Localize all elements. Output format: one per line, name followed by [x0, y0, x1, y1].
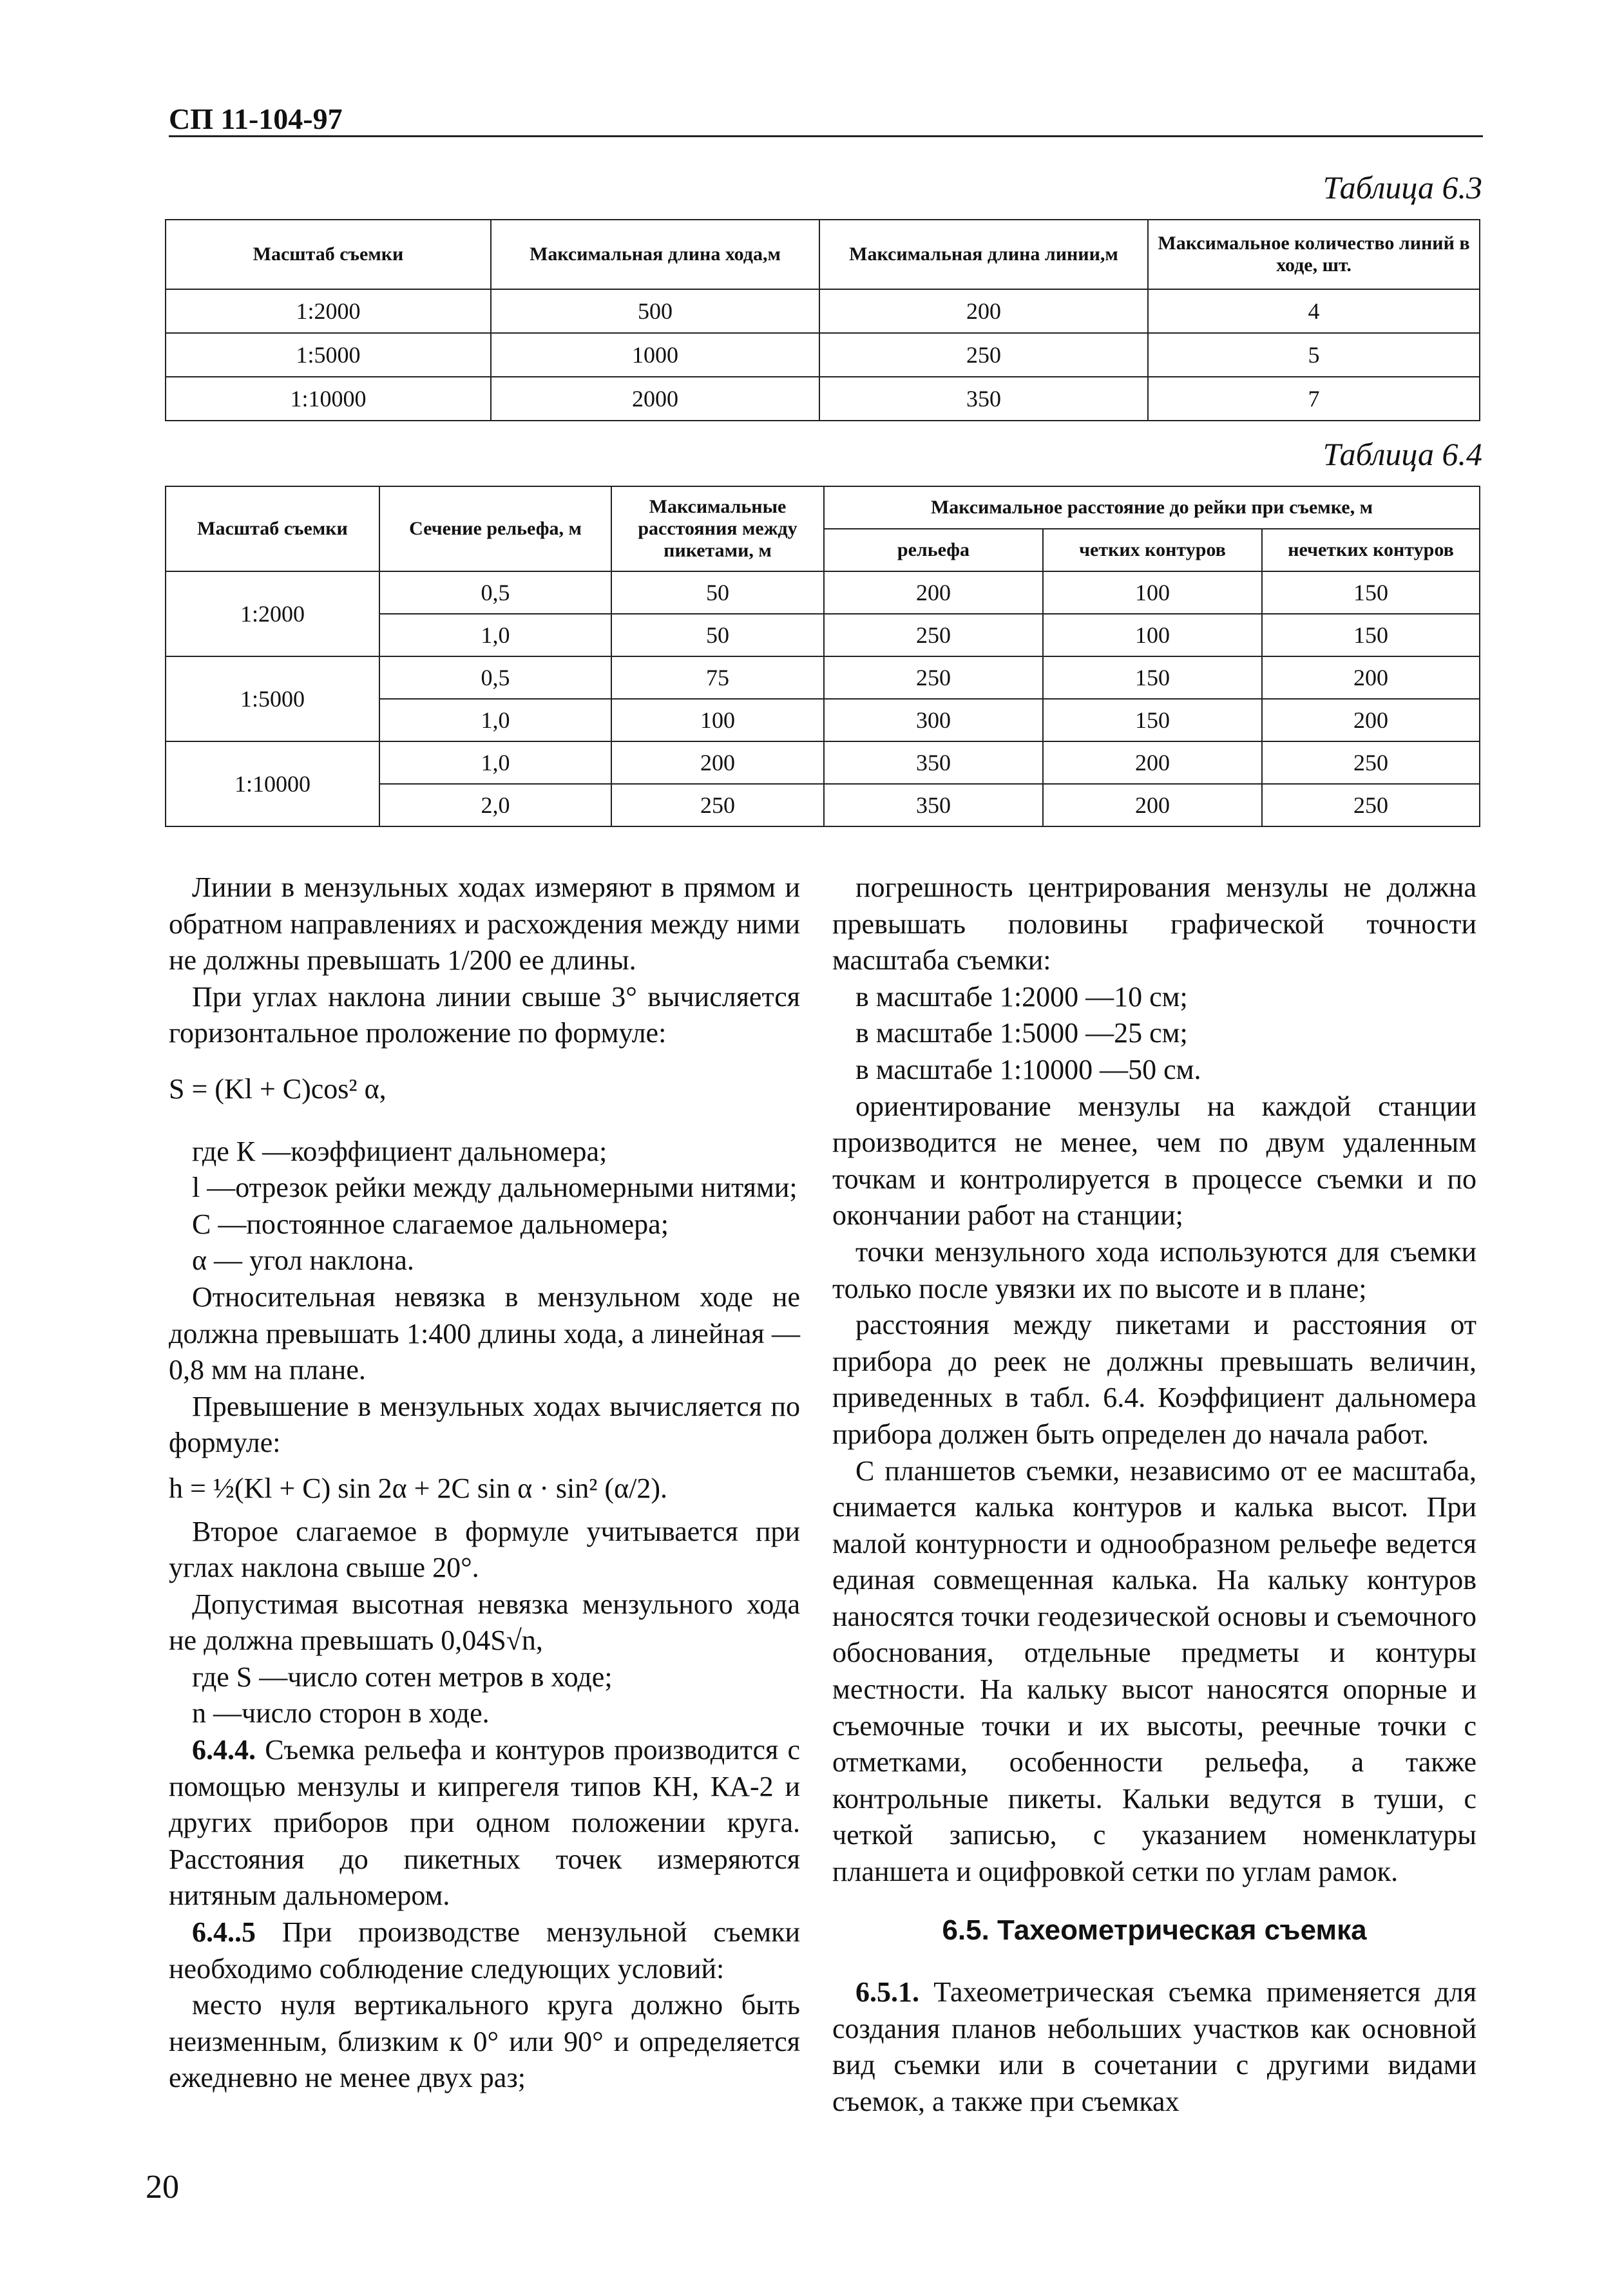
paragraph: ориентирование мензулы на каждой станции производится не менее, чем по двум удаленным точкам и контролируется в процессе съемки и по окончании работ на станции;	[832, 1090, 1476, 1232]
paragraph: α — угол наклона.	[192, 1244, 414, 1277]
table-cell: 50	[611, 614, 824, 656]
paragraph: расстояния между пикетами и расстояния от прибора до реек не должны превышать величин, приведенных в табл. 6.4. Коэффициент дальномера прибора должен быть определен до начала работ.	[832, 1309, 1476, 1450]
page-number: 20	[146, 2169, 179, 2206]
table-header-cell: Масштаб съемки	[166, 486, 379, 571]
paragraph: где S —число сотен метров в ходе;	[192, 1661, 613, 1693]
paragraph: погрешность центрирования мензулы не должна превышать половины графической точности масштаба съемки:	[832, 872, 1476, 977]
table-cell: 2000	[491, 377, 819, 421]
table-cell: 200	[1043, 784, 1262, 826]
table-cell: 75	[611, 656, 824, 699]
table-cell: 200	[819, 289, 1148, 333]
table-cell: 150	[1262, 614, 1480, 656]
table-header-cell: Максимальные расстояния между пикетами, м	[611, 486, 824, 571]
table-cell: 1,0	[379, 614, 611, 656]
table-cell: 200	[611, 741, 824, 784]
table-cell: 1000	[491, 333, 819, 377]
table-cell: 300	[824, 699, 1043, 741]
paragraph: n —число сторон в ходе.	[192, 1697, 490, 1729]
right-text-column	[832, 870, 1476, 2120]
table-cell: 1:5000	[166, 656, 379, 741]
paragraph: l —отрезок рейки между дальномерными нитями;	[192, 1172, 798, 1204]
table-cell: 100	[611, 699, 824, 741]
table-cell: 0,5	[379, 656, 611, 699]
table-6-4-caption: Таблица 6.4	[1323, 436, 1482, 472]
table-cell: 250	[819, 333, 1148, 377]
paragraph: в масштабе 1:5000 —25 см;	[855, 1017, 1188, 1049]
table-header-cell: Максимальное количество линий в ходе, шт.	[1148, 220, 1480, 289]
left-text-column	[169, 870, 800, 2097]
table-cell: 250	[1262, 784, 1480, 826]
table-cell: 350	[819, 377, 1148, 421]
table-header-cell: четких контуров	[1043, 529, 1262, 571]
paragraph: в масштабе 1:10000 —50 см.	[855, 1053, 1201, 1085]
table-row	[166, 289, 1480, 333]
clause-number: 6.5.1.	[855, 1976, 919, 2008]
clause-text: При производстве мензульной съемки необходимо соблюдение следующих условий:	[169, 1916, 800, 1985]
paragraph: С планшетов съемки, независимо от ее масштаба, снимается калька контуров и калька высот. При малой контурности и однообразном рельефе ведется единая совмещенная калька. На кальку контуров наносятся точки геодезической основы и съемочного обоснования, отдельные предметы и контуры местности. На кальку высот наносятся опорные и съемочные точки и их высоты, реечные точки с отметками, особенности рельефа, а также контрольные пикеты. Кальки ведутся в туши, с четкой записью, с указанием номенклатуры планшета и оцифровкой сетки по углам рамок.	[832, 1454, 1476, 1888]
table-header-row	[166, 220, 1480, 289]
paragraph: Второе слагаемое в формуле учитывается при углах наклона свыше 20°.	[169, 1515, 800, 1584]
table-row	[166, 656, 1480, 699]
table-cell: 1:5000	[166, 333, 491, 377]
paragraph: Относительная невязка в мензульном ходе не должна превышать 1:400 длины хода, а линейная —0,8 мм на плане.	[169, 1281, 800, 1386]
paragraph: в масштабе 1:2000 —10 см;	[855, 980, 1188, 1013]
table-row	[166, 741, 1480, 784]
table-cell: 200	[1262, 699, 1480, 741]
table-cell: 350	[824, 741, 1043, 784]
table-cell: 350	[824, 784, 1043, 826]
table-cell: 7	[1148, 377, 1480, 421]
table-cell: 500	[491, 289, 819, 333]
paragraph: Превышение в мензульных ходах вычисляется по формуле:	[169, 1390, 800, 1459]
table-6-3-caption: Таблица 6.3	[1323, 169, 1482, 205]
table-6-3	[165, 219, 1480, 421]
paragraph: С —постоянное слагаемое дальномера;	[192, 1208, 669, 1240]
table-cell: 1:2000	[166, 289, 491, 333]
paragraph	[832, 1974, 1476, 2120]
table-cell: 200	[824, 571, 1043, 614]
table-cell: 100	[1043, 614, 1262, 656]
paragraph: место нуля вертикального круга должно быть неизменным, близким к 0° или 90° и определяется ежедневно не менее двух раз;	[169, 1989, 800, 2094]
table-cell: 50	[611, 571, 824, 614]
table-cell: 150	[1262, 571, 1480, 614]
table-row	[166, 333, 1480, 377]
table-header-cell: нечетких контуров	[1262, 529, 1480, 571]
formula-horizontal: S = (Kl + C)cos² α,	[169, 1072, 387, 1105]
table-cell: 1:10000	[166, 741, 379, 826]
table-cell: 250	[824, 614, 1043, 656]
table-header-cell: Масштаб съемки	[166, 220, 491, 289]
table-row	[166, 377, 1480, 421]
paragraph: точки мензульного хода используются для съемки только после увязки их по высоте и в плане;	[832, 1235, 1476, 1304]
table-cell: 200	[1262, 656, 1480, 699]
paragraph: Допустимая высотная невязка мензульного хода не должна превышать 0,04S√n,	[169, 1588, 800, 1657]
table-cell: 0,5	[379, 571, 611, 614]
table-cell: 150	[1043, 656, 1262, 699]
table-cell: 1:2000	[166, 571, 379, 656]
header-rule	[169, 135, 1483, 137]
paragraph: где К —коэффициент дальномера;	[192, 1135, 607, 1167]
table-header-cell: Максимальное расстояние до рейки при съемке, м	[824, 486, 1480, 529]
formula-elevation: h = ½(Kl + C) sin 2α + 2C sin α · sin² (α/2).	[169, 1472, 668, 1504]
table-cell: 1:10000	[166, 377, 491, 421]
table-cell: 250	[1262, 741, 1480, 784]
table-header-cell: Сечение рельефа, м	[379, 486, 611, 571]
table-cell: 150	[1043, 699, 1262, 741]
clause-text: Тахеометрическая съемка применяется для создания планов небольших участков как основной вид съемки или в сочетании с другими видами съемок, а также при съемках	[832, 1976, 1476, 2117]
table-header-cell: Максимальная длина линии,м	[819, 220, 1148, 289]
table-cell: 5	[1148, 333, 1480, 377]
document-code: СП 11-104-97	[169, 102, 343, 135]
table-cell: 250	[824, 656, 1043, 699]
table-header-cell: Максимальная длина хода,м	[491, 220, 819, 289]
table-cell: 4	[1148, 289, 1480, 333]
table-cell: 100	[1043, 571, 1262, 614]
clause-number: 6.4.4.	[192, 1734, 256, 1766]
table-cell: 250	[611, 784, 824, 826]
paragraph	[169, 1732, 800, 1914]
table-cell: 1,0	[379, 741, 611, 784]
table-row	[166, 571, 1480, 614]
paragraph: Линии в мензульных ходах измеряют в прямом и обратном направлениях и расхождения между ними не должны превышать 1/200 ее длины.	[169, 872, 800, 977]
table-6-4	[165, 486, 1480, 827]
clause-text: Съемка рельефа и контуров производится с помощью мензулы и кипрегеля типов КН, КА-2 и других приборов при одном положении круга. Расстояния до пикетных точек измеряются нитяным дальномером.	[169, 1734, 800, 1912]
paragraph: При углах наклона линии свыше 3° вычисляется горизонтальное проложение по формуле:	[169, 980, 800, 1049]
paragraph	[169, 1914, 800, 1987]
table-header-cell: рельефа	[824, 529, 1043, 571]
table-cell: 2,0	[379, 784, 611, 826]
clause-number: 6.4..5	[192, 1916, 256, 1948]
section-title: 6.5. Тахеометрическая съемка	[942, 1914, 1367, 1946]
table-cell: 1,0	[379, 699, 611, 741]
table-header-row	[166, 486, 1480, 529]
table-cell: 200	[1043, 741, 1262, 784]
